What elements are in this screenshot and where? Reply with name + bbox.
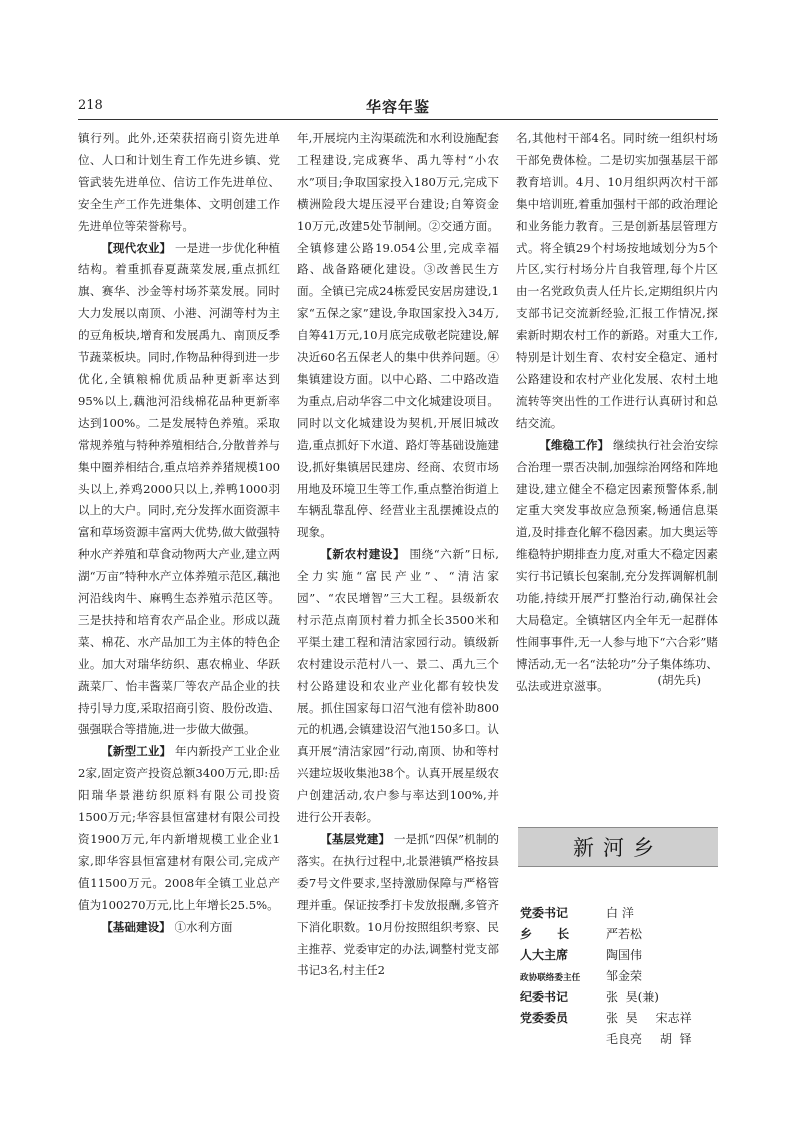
roster-row	[520, 1008, 730, 1029]
roster-name: 白 洋	[606, 906, 634, 920]
page-number: 218	[78, 98, 103, 113]
roster-row	[520, 966, 730, 987]
roster-row	[520, 1029, 730, 1050]
paragraph	[78, 238, 280, 742]
leadership-roster	[520, 903, 730, 1050]
section-heading: 【现代农业】	[101, 240, 172, 255]
roster-name: 胡 铎	[660, 1032, 692, 1046]
paragraph: 名,其他村干部4名。同时统一组织村场干部免费体检。二是切实加强基层干部教育培训。4月、10月组织两次村干部集中培训班,着重加强村干部的政治理论和业务能力教育。三是创新基层管理方式。将全镇29个村场按地域划分为5个片区,实行村场分片自我管理,每个片区由一名党政负责人任片长,定期组织片内支部书记交流新经验,汇报工作情况,探索新时期农村工作的新路。对重大工作,特别是计划生育、农村安全稳定、通村公路建设和农村产业化发展、农村土地流转等突出性的工作进行认真研讨和总结交流。	[516, 131, 718, 430]
section-banner-title: 新河乡	[573, 836, 663, 860]
roster-name: 邹金荣	[606, 969, 643, 983]
paragraph	[78, 917, 280, 939]
roster-name: 毛良亮	[606, 1032, 643, 1046]
paragraph: 年,开展垸内主沟渠疏洗和水利设施配套工程建设,完成赛华、禹九等村“小农水”项目;争取国家投入180万元,完成下横洲险段大堤压浸平台建设;自筹资金10万元,改建5处节制闸。②交通方面。全镇修建公路19.054公里,完成幸福路、战备路硬化建设。③改善民生方面。全镇已完成24栋爱民安居房建设,1家“五保之家”建设,争取国家投入34万,自筹41万元,10月底完成敬老院建设,解决近60名五保老人的集中供养问题。④集镇建设方面。以中心路、二中路改造为重点,启动华容二中文化城建设项目。同时以文化城建设为契机,开展旧城改造,重点抓好下水道、路灯等基础设施建设,抓好集镇居民建房、经商、农贸市场用地及环境卫生等工作,重点整治街道上车辆乱靠乱停、经营业主乱摆摊设点的现象。	[297, 131, 499, 540]
roster-name: 张 昊(兼)	[606, 990, 659, 1004]
text-column-1	[78, 128, 280, 939]
text-column-3	[516, 128, 718, 698]
paragraph-text: 一是进一步优化种植结构。着重抓春夏蔬菜发展,重点抓红旗、赛华、沙金等村场芥菜发展。同时大力发展以南顶、小港、河湖等村为主的豆角板块,增育和发展禹九、南顶反季节蔬菜板块。同时,作物品种得到进一步优化,全镇粮棉优质品种更新率达到95%以上,藕池河沿线棉花品种更新率达到100%。二是发展特色养殖。采取常规养殖与特种养殖相结合,分散普养与集中圈养相结合,重点培养养猪规模100头以上,养鸡2000只以上,养鸭1000羽以上的大户。同时,充分发挥水面资源丰富和草场资源丰富两大优势,做大做强特种水产养殖和草食动物两大产业,建立两湖“万亩”特种水产立体养殖示范区,藕池河沿线肉牛、麻鸭生态养殖示范区等。三是扶持和培育农产品企业。形成以蔬菜、棉花、水产品加工为主体的特色企业。加大对瑞华纺织、惠农棉业、华跃蔬菜厂、怡丰酱菜厂等农产品企业的扶持引导力度,采取招商引资、股份改造、强强联合等措施,进一步做大做强。	[78, 240, 280, 737]
roster-role: 党委委员	[520, 1011, 569, 1025]
paragraph	[516, 435, 718, 698]
header-rule	[78, 119, 718, 120]
paragraph-text: 一是抓“四保”机制的落实。在执行过程中,北景港镇严格按县委7号文件要求,坚持激励保障与严格管理并重。保证按季打卡发放报酬,多管齐下消化职数。10月份按照组织考察、民主推荐、党委审定的办法,调整村党支部书记3名,村主任2	[297, 832, 499, 978]
roster-name: 严若松	[606, 927, 643, 941]
paragraph	[297, 544, 499, 829]
roster-role: 党委书记	[520, 906, 569, 920]
paragraph-text: 围绕“六新”日标,全力实施“富民产业”、“清洁家园”、“农民增智”三大工程。县级新农村示范点南顶村着力抓全长3500米和平渠土建工程和清洁家园行动。镇级新农村建设示范村八一、景二、禹九三个村公路建设和农业产业化都有较快发展。抓住国家每口沼气池有偿补助800元的机遇,会镇建设沼气池150多口。认真开展“清洁家园”行动,南顶、协和等村兴建垃圾收集池38个。认真开展星级农户创建活动,农户参与率达到100%,并进行公开表彰。	[297, 547, 499, 825]
paragraph	[78, 741, 280, 916]
section-banner	[518, 827, 718, 867]
section-heading: 【维稳工作】	[539, 437, 610, 452]
roster-name: 宋志祥	[655, 1011, 692, 1025]
section-heading: 【基础建设】	[101, 919, 171, 934]
roster-role: 政协联络委主任	[520, 973, 581, 983]
roster-row	[520, 945, 730, 966]
section-heading: 【新型工业】	[101, 744, 172, 759]
running-title: 华容年鉴	[365, 98, 430, 116]
section-heading: 【基层党建】	[320, 832, 391, 846]
paragraph-text: 继续执行社会治安综合治理一票否决制,加强综治网络和阵地建设,建立健全不稳定因素预警体系,制定重大突发事故应急预案,畅通信息渠道,及时排查化解不稳因素。加大奥运等维稳特护期排查力度,对重大不稳定因素实行书记镇长包案制,充分发挥调解机制功能,持续开展严打整治行动,确保社会大局稳定。全镇辖区内全年无一起群体性闹事事件,无一人参与地下“六合彩”赌博活动,无一名“法轮功”分子集体练功、弘法或进京滋事。	[516, 437, 718, 693]
roster-role: 纪委书记	[520, 990, 569, 1004]
paragraph-text: ①水利方面	[170, 919, 233, 934]
roster-name: 陶国伟	[606, 948, 643, 962]
text-column-2	[297, 128, 499, 982]
paragraph-text: 年内新投产工业企业2家,固定资产投资总额3400万元,即:岳阳瑞华景港纺织原料有限公司投资1500万元;华容县恒富建材有限公司投资1900万元,年内新增规模工业企业1家,即华容县恒富建材有限公司,完成产值11500万元。2008年全镇工业总产值为100270万元,比上年增长25.5%。	[78, 744, 280, 912]
roster-name: 张 昊	[606, 1011, 638, 1025]
roster-row	[520, 924, 730, 945]
paragraph: 镇行列。此外,还荣获招商引资先进单位、人口和计划生育工作先进乡镇、党管武装先进单位、信访工作先进单位、安全生产工作先进集体、文明创建工作先进单位等荣誉称号。	[78, 131, 280, 233]
section-heading: 【新农村建设】	[320, 547, 406, 562]
roster-row	[520, 903, 730, 924]
paragraph	[297, 829, 499, 982]
roster-row	[520, 987, 730, 1008]
roster-role: 乡 长	[520, 927, 570, 941]
author-signature: (胡先兵)	[657, 673, 701, 687]
roster-role: 人大主席	[520, 948, 569, 962]
